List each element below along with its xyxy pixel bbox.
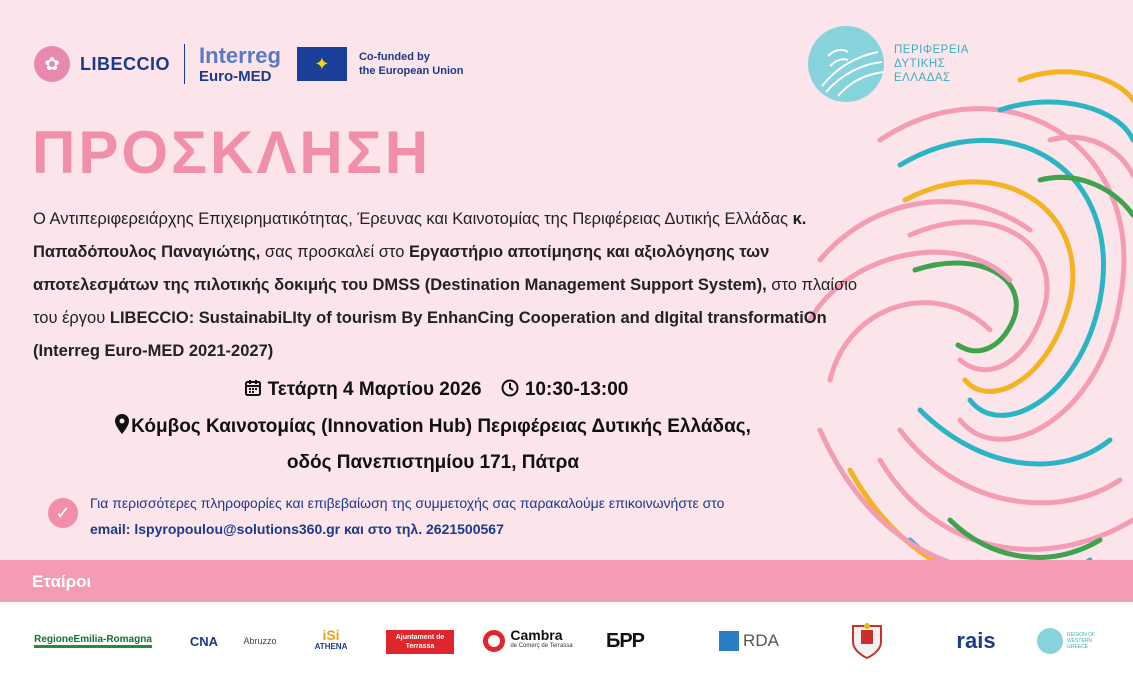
- event-date: Τετάρτη 4 Μαρτίου 2026: [267, 379, 482, 400]
- partner-cna-text: CNA: [189, 633, 219, 649]
- partner-logo-terrassa: [386, 630, 454, 654]
- clock-icon: [501, 379, 519, 403]
- partner-rais-text: rais: [956, 628, 996, 653]
- invitation-body: [33, 203, 873, 368]
- cambra-icon: [483, 630, 505, 652]
- partners-band: [0, 560, 1133, 602]
- partner-terrassa-text: Ajuntament de Terrassa: [395, 634, 445, 650]
- partner-logo-western-greece: [1036, 622, 1108, 660]
- region-name: [894, 43, 969, 85]
- partner-logo-brr: [590, 622, 660, 660]
- venue-name: Κόμβος Καινοτομίας (Innovation Hub) Περιφέρειας Δυτικής Ελλάδας,: [131, 416, 751, 437]
- event-datetime: [0, 379, 866, 403]
- region-line2: ΔΥΤΙΚΗΣ: [894, 58, 946, 70]
- partner-logo-athena: [296, 622, 366, 660]
- partner-rda-text: RDA: [743, 631, 779, 650]
- partner-cambra-text: Cambra: [510, 627, 563, 643]
- partner-abruzzo-text: Abruzzo: [243, 636, 277, 646]
- header-divider: [184, 44, 185, 84]
- project-name: LIBECCIO: SustainabiLIty of tourism By EnhanCing Cooperation and dIgital transformatiOn (Interreg Euro-MED 2021-2027): [33, 309, 827, 360]
- eu-flag-icon: ✦: [297, 47, 347, 81]
- interreg-top: Interreg: [199, 42, 281, 68]
- rda-icon: [719, 631, 739, 651]
- coat-of-arms-icon: [849, 622, 885, 660]
- contact-info: [48, 490, 724, 542]
- region-line1: ΠΕΡΙΦΕΡΕΙΑ: [894, 44, 969, 56]
- partner-logo-rais: [948, 622, 1004, 660]
- cofunded-text: [359, 50, 464, 78]
- libeccio-logo-icon: ✿: [34, 46, 70, 82]
- check-icon: ✓: [48, 498, 78, 528]
- calendar-icon: [244, 379, 262, 403]
- partner-logo-emilia-romagna: [34, 622, 152, 660]
- region-logo: [808, 26, 969, 102]
- libeccio-name: LIBECCIO: [80, 53, 171, 74]
- partners-title: Εταίροι: [32, 572, 92, 591]
- workshop-name: Εργαστήριο αποτίμησης και αξιολόγησης των αποτελεσμάτων της πιλοτικής δοκιμής του DMSS (Destination Management Support System),: [33, 243, 770, 294]
- contact-email[interactable]: email: lspyropoulou@solutions360.gr: [90, 521, 341, 537]
- cofunded-line2: the European Union: [358, 65, 464, 77]
- event-venue: [0, 414, 866, 440]
- region-line3: ΕΛΛΑΔΑΣ: [894, 72, 951, 84]
- partner-emilia-text: RegioneEmilia-Romagna: [34, 634, 152, 648]
- partner-logo-coat-of-arms: [840, 622, 894, 660]
- cofunded-line1: Co-funded by: [358, 51, 430, 63]
- partner-athena-text: ATHENA: [314, 642, 348, 651]
- event-address: οδός Πανεπιστημίου 171, Πάτρα: [286, 452, 580, 473]
- official-name: κ. Παπαδόπουλος Παναγιώτης,: [33, 210, 807, 261]
- interreg-bottom: Euro-MED: [199, 67, 272, 85]
- partner-logo-cambra: [478, 622, 578, 660]
- partner-logo-abruzzo: [240, 622, 280, 660]
- location-pin-icon: [115, 414, 129, 440]
- contact-line1: Για περισσότερες πληροφορίες και επιβεβαίωση της συμμετοχής σας παρακαλούμε επικοινωνήστε στο: [90, 495, 725, 511]
- partner-logo-rda: [712, 622, 786, 660]
- body-intro: Ο Αντιπεριφερειάρχης Επιχειρηματικότητας, Έρευνας και Καινοτομίας της Περιφέρειας Δυτικής Ελλάδας: [33, 210, 793, 228]
- interreg-logo: [199, 42, 281, 85]
- western-greece-icon: [1037, 628, 1063, 654]
- header-logos: [34, 42, 463, 86]
- contact-text: [90, 490, 724, 542]
- body-invite: σας προσκαλεί στο: [260, 243, 409, 261]
- event-time: 10:30-13:00: [524, 379, 629, 400]
- invitation-title: ΠΡΟΣΚΛΗΣΗ: [32, 119, 432, 186]
- partner-isi-text: iSi: [322, 627, 340, 643]
- contact-phone: και στο τηλ. 2621500567: [340, 521, 504, 537]
- partner-logo-cna: [174, 622, 234, 660]
- partner-western-greece-text: REGION OF WESTERN GREECE: [1067, 632, 1096, 650]
- partner-cambra-sub: de Comerç de Terrassa: [510, 643, 573, 649]
- partner-brr-text: БРР: [605, 629, 645, 652]
- body-context: στο πλαίσιο του έργου: [33, 276, 858, 327]
- region-emblem-icon: [808, 26, 884, 102]
